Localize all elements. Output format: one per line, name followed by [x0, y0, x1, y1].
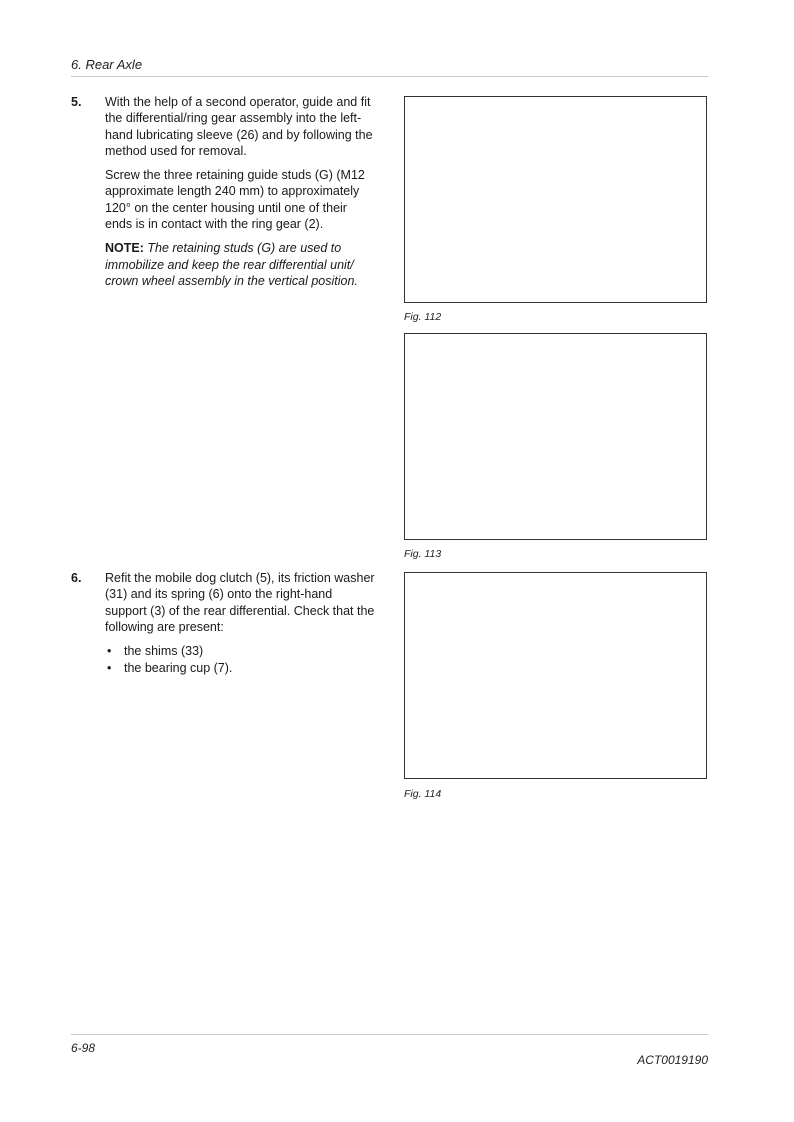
step-body: [105, 570, 376, 677]
step-number: 5.: [71, 95, 82, 109]
header-rule: [71, 76, 708, 77]
step-paragraph: With the help of a second operator, guide and fit the differential/ring gear assembly into the left-hand lubricating sleeve (26) and by following the method used for removal.: [105, 95, 373, 158]
step-6: [71, 570, 376, 678]
step-number: 6.: [71, 571, 82, 585]
step-body: [105, 94, 376, 289]
note-label: NOTE:: [105, 241, 144, 256]
list-item: [105, 660, 376, 676]
note-text: The retaining studs (G) are used to immobilize and keep the rear differential unit/ crown wheel assembly in the vertical position.: [105, 241, 358, 288]
document-code: ACT0019190: [637, 1053, 708, 1067]
figure-114-frame: [404, 572, 707, 779]
checklist: [105, 643, 376, 677]
step-5: [71, 94, 376, 297]
page-number: 6-98: [71, 1041, 96, 1055]
list-item: [105, 643, 376, 659]
list-item-text: the shims (33): [124, 644, 204, 659]
step-paragraph: Refit the mobile dog clutch (5), its friction washer (31) and its spring (6) onto the right-hand support (3) of the rear differential. Check that the following are present:: [105, 571, 375, 634]
bullet-marker: •: [107, 644, 112, 659]
figure-112-frame: [404, 96, 707, 303]
figure-caption: Fig. 112: [404, 311, 442, 323]
section-title: 6. Rear Axle: [71, 57, 143, 72]
bullet-marker: •: [107, 661, 112, 676]
step-paragraph: Screw the three retaining guide studs (G) (M12 approximate length 240 mm) to approximately 120° on the center housing until one of their ends is in contact with the ring gear (2).: [105, 168, 365, 232]
figure-caption: Fig. 114: [404, 788, 442, 800]
figure-113-frame: [404, 333, 707, 540]
figure-caption: Fig. 113: [404, 548, 442, 560]
footer-rule: [71, 1034, 708, 1035]
step-note: [105, 240, 376, 289]
list-item-text: the bearing cup (7).: [124, 661, 233, 676]
